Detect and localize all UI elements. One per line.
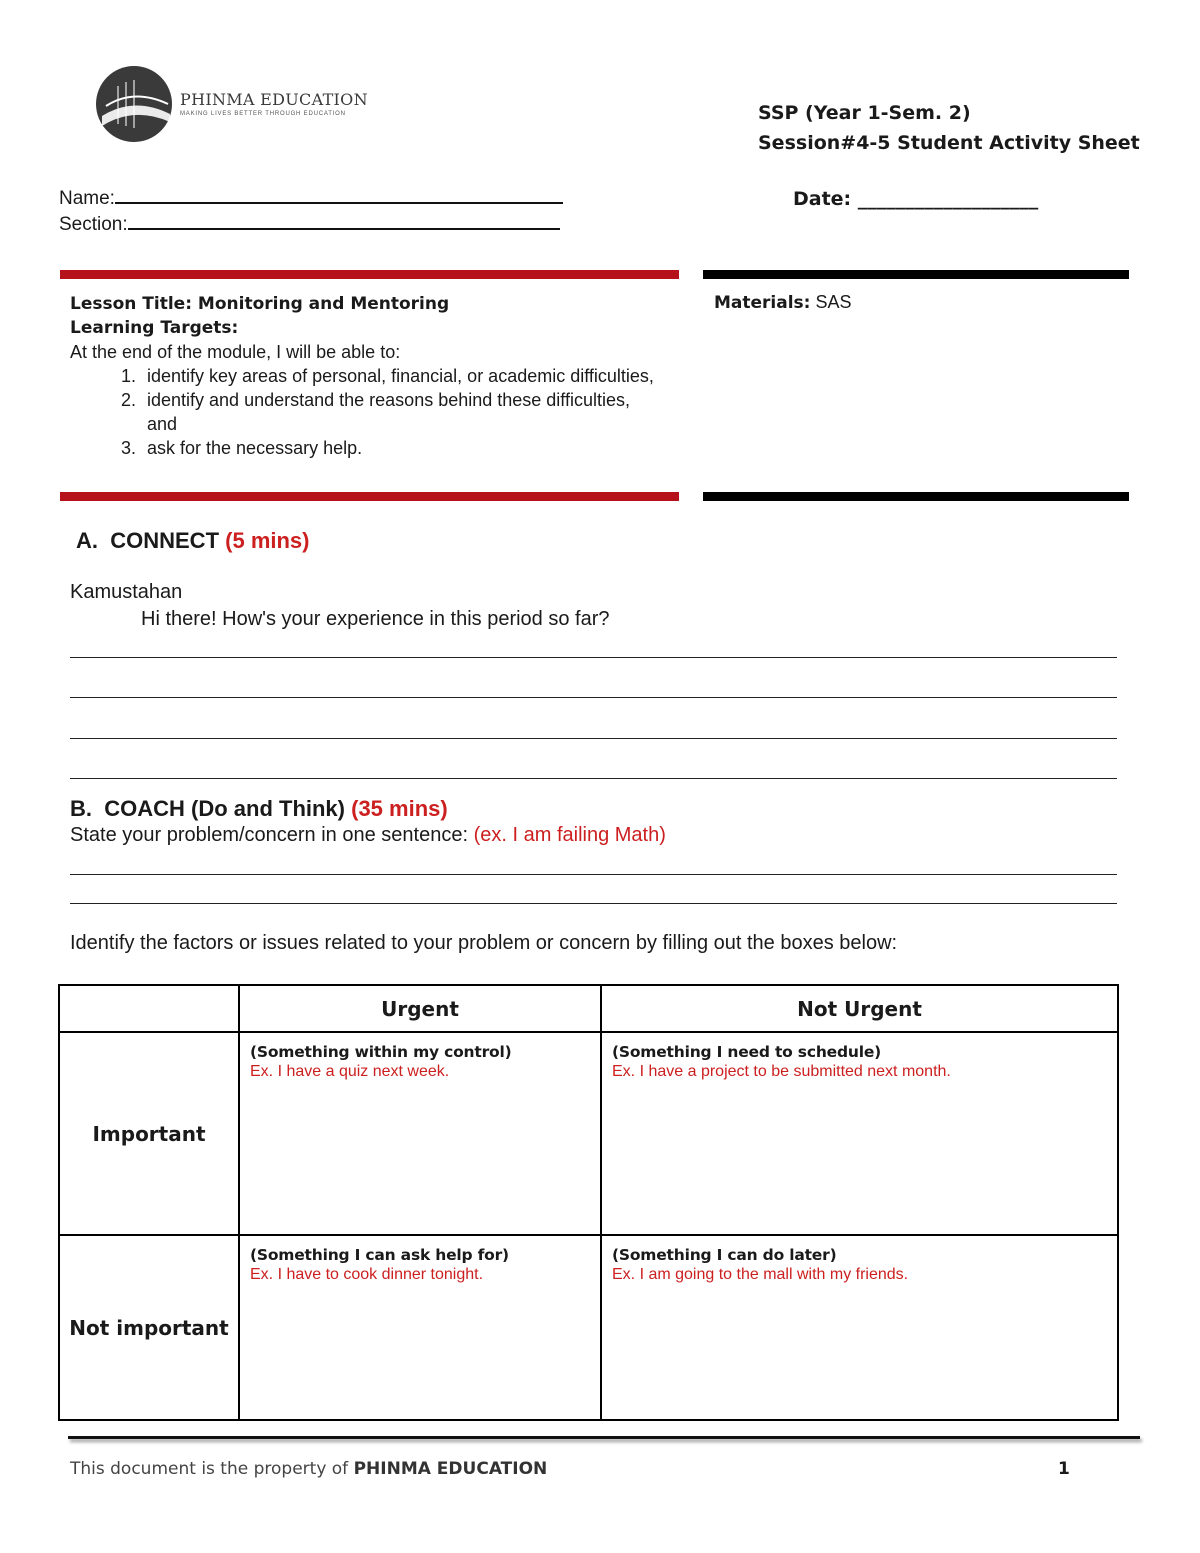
materials: [714, 292, 852, 313]
logo-tagline: MAKING LIVES BETTER THROUGH EDUCATION: [180, 111, 346, 117]
section-a-prompt: Hi there! How's your experience in this period so far?: [141, 608, 610, 630]
section-a-time: (5 mins): [225, 528, 310, 553]
matrix-row-important: [59, 1032, 1118, 1235]
section-a-subtitle: Kamustahan: [70, 581, 183, 603]
cell-not-important-not-urgent[interactable]: [601, 1235, 1118, 1420]
learning-target-2: 2. identify and understand the reasons behind these difficulties, and: [141, 388, 660, 436]
section-a-letter: A.: [76, 528, 98, 553]
section-a-heading: [76, 528, 310, 554]
section-b-title: COACH (Do and Think): [104, 796, 345, 821]
matrix-row-not-important: [59, 1235, 1118, 1420]
matrix-corner: [59, 985, 239, 1032]
page-number: 1: [1058, 1459, 1070, 1479]
section-a-title: CONNECT: [110, 528, 220, 553]
session-title: Session#4-5 Student Activity Sheet: [758, 132, 1140, 154]
instruction-text: State your problem/concern in one sentence:: [70, 824, 469, 846]
row-header-important: Important: [59, 1032, 239, 1235]
logo-name: PHINMA EDUCATION: [180, 90, 368, 109]
matrix-header-row: [59, 985, 1118, 1032]
answer-line[interactable]: [70, 738, 1117, 739]
name-label: Name:: [59, 188, 115, 209]
bottom-red-divider: [60, 492, 679, 501]
footer-divider: [68, 1436, 1140, 1439]
learning-targets-label: Learning Targets:: [70, 318, 239, 338]
learning-targets-intro: At the end of the module, I will be able to:: [70, 342, 401, 362]
footer-text: [70, 1459, 547, 1479]
materials-label: Materials:: [714, 293, 811, 313]
materials-value: SAS: [815, 292, 852, 312]
date-label: Date:: [793, 188, 852, 210]
section-label: Section:: [59, 214, 128, 235]
top-black-divider: [703, 270, 1129, 279]
col-header-not-urgent: Not Urgent: [601, 985, 1118, 1032]
footer-brand: PHINMA EDUCATION: [353, 1459, 548, 1479]
name-field[interactable]: [59, 188, 563, 210]
section-blank[interactable]: [128, 228, 560, 230]
top-red-divider: [60, 270, 679, 279]
answer-line[interactable]: [70, 903, 1117, 904]
cell-example: Ex. I have to cook dinner tonight.: [250, 1266, 484, 1283]
date-blank[interactable]: ___________________: [857, 188, 1039, 210]
course-title: SSP (Year 1-Sem. 2): [758, 102, 971, 124]
footer-note: This document is the property of: [70, 1459, 349, 1479]
cell-example: Ex. I have a project to be submitted next month.: [612, 1063, 951, 1080]
learning-target-3: 3. ask for the necessary help.: [141, 436, 660, 460]
cell-title: (Something I need to schedule): [612, 1043, 882, 1061]
cell-title: (Something within my control): [250, 1043, 512, 1061]
priority-matrix: [58, 984, 1119, 1421]
section-field[interactable]: [59, 214, 560, 236]
instruction-example: (ex. I am failing Math): [473, 824, 666, 846]
answer-line[interactable]: [70, 874, 1117, 875]
cell-not-important-urgent[interactable]: [239, 1235, 601, 1420]
lesson-block: [70, 292, 660, 460]
answer-line[interactable]: [70, 697, 1117, 698]
cell-title: (Something I can ask help for): [250, 1246, 509, 1264]
cell-important-urgent[interactable]: [239, 1032, 601, 1235]
learning-targets-list: [70, 364, 660, 460]
name-blank[interactable]: [115, 202, 563, 204]
cell-title: (Something I can do later): [612, 1246, 837, 1264]
cell-example: Ex. I am going to the mall with my friends.: [612, 1266, 909, 1283]
answer-line[interactable]: [70, 657, 1117, 658]
section-b-instruction: [70, 824, 666, 847]
section-b-time: (35 mins): [351, 796, 448, 821]
answer-line[interactable]: [70, 778, 1117, 779]
section-b-heading: [70, 796, 448, 822]
col-header-urgent: Urgent: [239, 985, 601, 1032]
cell-important-not-urgent[interactable]: [601, 1032, 1118, 1235]
cell-example: Ex. I have a quiz next week.: [250, 1063, 450, 1080]
date-field[interactable]: [793, 188, 1038, 210]
row-header-not-important: Not important: [59, 1235, 239, 1420]
section-b-identify: Identify the factors or issues related to your problem or concern by filling out the boxes below:: [70, 932, 898, 954]
lesson-title: Lesson Title: Monitoring and Mentoring: [70, 294, 450, 314]
learning-target-1: 1. identify key areas of personal, financial, or academic difficulties,: [141, 364, 660, 388]
section-b-letter: B.: [70, 796, 92, 821]
bottom-black-divider: [703, 492, 1129, 501]
